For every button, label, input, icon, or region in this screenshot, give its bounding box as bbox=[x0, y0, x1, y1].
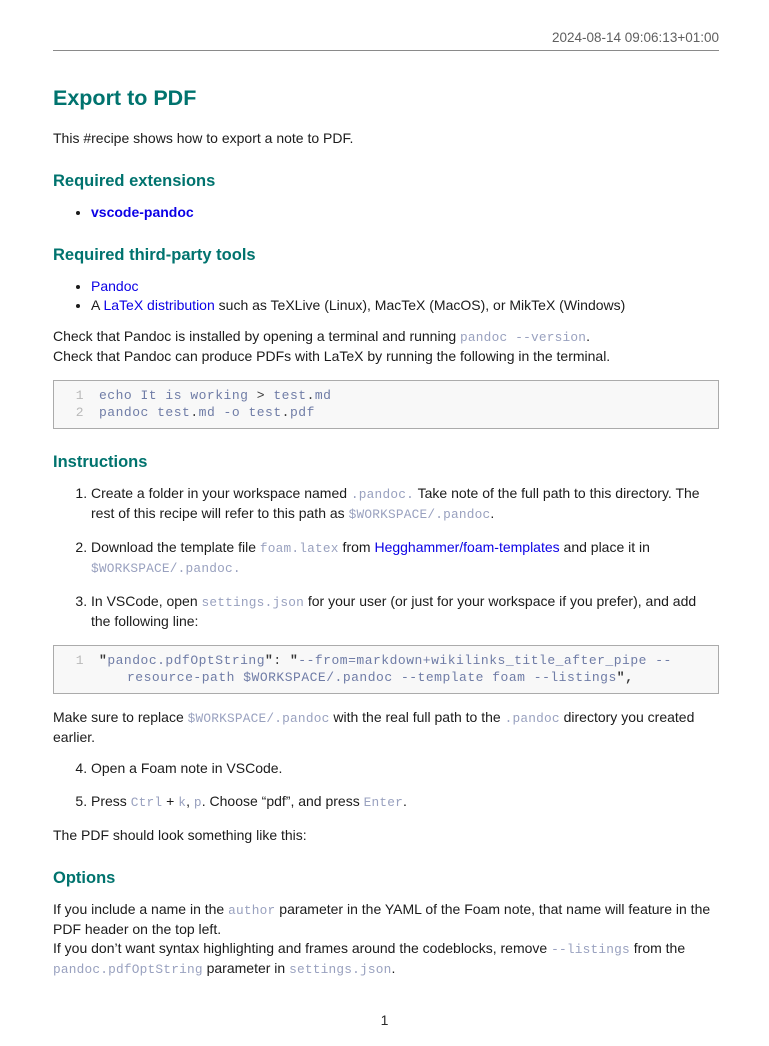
text-run: This #recipe shows how to export a note to PDF. bbox=[53, 129, 354, 146]
text-run: . bbox=[391, 959, 396, 976]
inline-code: settings.json bbox=[201, 594, 304, 610]
code-block-settings-snippet bbox=[53, 645, 719, 694]
code-content bbox=[99, 404, 315, 422]
instruction-steps-4-5 bbox=[53, 759, 719, 812]
code-punct: : bbox=[273, 652, 290, 668]
inline-code: Ctrl bbox=[130, 794, 163, 810]
page-header bbox=[0, 0, 769, 51]
inline-code: .pandoc bbox=[504, 710, 560, 726]
text-run: Check that Pandoc can produce PDFs with LaTeX by running the following in the terminal. bbox=[53, 347, 611, 364]
document-body bbox=[0, 87, 769, 979]
replace-note-paragraph bbox=[53, 708, 719, 747]
text-run: Download the template file bbox=[91, 538, 260, 555]
code-text: pdf bbox=[289, 405, 315, 421]
text-run: parameter in the YAML of the Foam note, that name will feature in the PDF header on the top left. bbox=[53, 900, 711, 937]
section-heading-instructions: Instructions bbox=[53, 452, 148, 471]
paragraph-line bbox=[53, 347, 719, 366]
list-item bbox=[91, 277, 719, 296]
options-paragraph bbox=[53, 900, 719, 979]
section-heading-options: Options bbox=[53, 868, 116, 887]
page-number: 1 bbox=[380, 1012, 389, 1028]
paragraph-line bbox=[53, 327, 719, 347]
inline-code: .pandoc. bbox=[350, 486, 414, 502]
code-punct: . bbox=[281, 405, 290, 421]
line-number: 1 bbox=[75, 652, 84, 668]
text-run: . bbox=[586, 327, 591, 344]
inline-code: pandoc.pdfOptString bbox=[53, 961, 203, 977]
inline-code: settings.json bbox=[289, 961, 392, 977]
code-text: --from=markdown+wikilinks_title_after_pipe -- bbox=[298, 652, 672, 668]
pandoc-check-paragraph bbox=[53, 327, 719, 366]
code-string-delim: " bbox=[265, 652, 274, 668]
inline-code: k bbox=[178, 794, 187, 810]
inline-code: --listings bbox=[551, 941, 630, 957]
code-punct: . bbox=[306, 387, 315, 403]
text-run: . bbox=[490, 504, 495, 521]
text-run: A bbox=[91, 296, 104, 313]
list-item bbox=[91, 759, 719, 778]
text-run: Open a Foam note in VSCode. bbox=[91, 759, 283, 776]
inline-code: $WORKSPACE/.pandoc bbox=[187, 710, 330, 726]
code-string-delim: " bbox=[99, 652, 108, 668]
list-item bbox=[91, 203, 719, 222]
required-extensions-list bbox=[53, 203, 719, 222]
list-item bbox=[91, 484, 719, 524]
list-item bbox=[91, 792, 719, 812]
code-line bbox=[54, 652, 710, 670]
text-run: Take note of the full path to this directory. The rest of this recipe will refer to this path as bbox=[91, 484, 700, 521]
text-run: If you include a name in the bbox=[53, 900, 229, 917]
code-text: md -o test bbox=[198, 405, 282, 421]
list-item bbox=[91, 538, 719, 578]
code-text: echo It is working bbox=[99, 387, 257, 403]
code-line bbox=[54, 669, 710, 687]
inline-code: $WORKSPACE/.pandoc bbox=[348, 506, 491, 522]
inline-code: Enter bbox=[363, 794, 404, 810]
latex-distribution-link[interactable]: LaTeX distribution bbox=[103, 296, 215, 313]
code-text: md bbox=[314, 387, 332, 403]
text-run: In VSCode, open bbox=[91, 592, 202, 609]
page-footer bbox=[0, 1012, 769, 1028]
paragraph-line bbox=[53, 900, 719, 939]
text-run: from the bbox=[629, 939, 686, 956]
text-run: . bbox=[403, 792, 407, 809]
text-run: , bbox=[186, 792, 194, 809]
intro-paragraph bbox=[53, 129, 719, 148]
pandoc-link[interactable]: Pandoc bbox=[91, 277, 139, 294]
text-run: . Choose “pdf”, and press bbox=[201, 792, 364, 809]
text-run: and place it in bbox=[559, 538, 650, 555]
code-string-delim: ", bbox=[616, 670, 634, 686]
paragraph-line bbox=[53, 939, 719, 979]
text-run: for your user (or just for your workspace if you prefer), and add the following line: bbox=[91, 592, 697, 629]
list-item bbox=[91, 296, 719, 315]
text-run: such as TeXLive (Linux), MacTeX (MacOS), or MikTeX (Windows) bbox=[214, 296, 626, 313]
text-run: Make sure to replace bbox=[53, 708, 188, 725]
inline-code: pandoc --version bbox=[460, 329, 587, 345]
required-tools-list bbox=[53, 277, 719, 315]
pdf-result-paragraph bbox=[53, 826, 719, 845]
section-heading-required-extensions: Required extensions bbox=[53, 171, 216, 190]
inline-code: author bbox=[228, 902, 276, 918]
vscode-pandoc-link[interactable]: vscode-pandoc bbox=[91, 203, 194, 220]
code-punct: . bbox=[190, 405, 199, 421]
section-heading-required-third-party-tools: Required third-party tools bbox=[53, 245, 256, 264]
code-line bbox=[54, 387, 710, 405]
list-item bbox=[91, 592, 719, 631]
code-block-terminal-check bbox=[53, 380, 719, 429]
code-text: test bbox=[265, 387, 307, 403]
code-content bbox=[99, 652, 672, 670]
code-line bbox=[54, 404, 710, 422]
text-run: parameter in bbox=[202, 959, 290, 976]
inline-code: /.pandoc. bbox=[169, 560, 241, 576]
line-number: 1 bbox=[75, 387, 84, 403]
text-run: Create a folder in your workspace named bbox=[91, 484, 351, 501]
code-content bbox=[99, 387, 331, 405]
inline-code: $WORKSPACE bbox=[91, 560, 170, 576]
text-run: If you don’t want syntax highlighting and frames around the codeblocks, remove bbox=[53, 939, 552, 956]
header-rule bbox=[53, 50, 719, 51]
code-text: resource-path $WORKSPACE/.pandoc --template foam --listings bbox=[127, 670, 617, 686]
hegghammer-foam-templates-link[interactable]: Hegghammer/foam-templates bbox=[374, 538, 560, 555]
line-number bbox=[54, 669, 99, 687]
inline-code: p bbox=[193, 794, 202, 810]
code-punct: > bbox=[256, 387, 266, 403]
text-run: Check that Pandoc is installed by opening a terminal and running bbox=[53, 327, 461, 344]
text-run: + bbox=[162, 792, 179, 809]
text-run: The PDF should look something like this: bbox=[53, 826, 307, 843]
code-content bbox=[99, 669, 633, 687]
text-run: with the real full path to the bbox=[329, 708, 505, 725]
text-run: Press bbox=[91, 792, 131, 809]
line-number: 2 bbox=[75, 405, 84, 421]
text-run: from bbox=[338, 538, 375, 555]
code-text: pandoc test bbox=[99, 405, 191, 421]
instruction-steps-1-3 bbox=[53, 484, 719, 631]
code-string-delim: " bbox=[289, 652, 299, 668]
header-timestamp: 2024-08-14 09:06:13+01:00 bbox=[551, 30, 719, 45]
code-text: pandoc.pdfOptString bbox=[107, 652, 266, 668]
inline-code: foam.latex bbox=[259, 540, 339, 556]
text-run: directory you created earlier. bbox=[53, 708, 695, 745]
page-title: Export to PDF bbox=[53, 86, 197, 110]
